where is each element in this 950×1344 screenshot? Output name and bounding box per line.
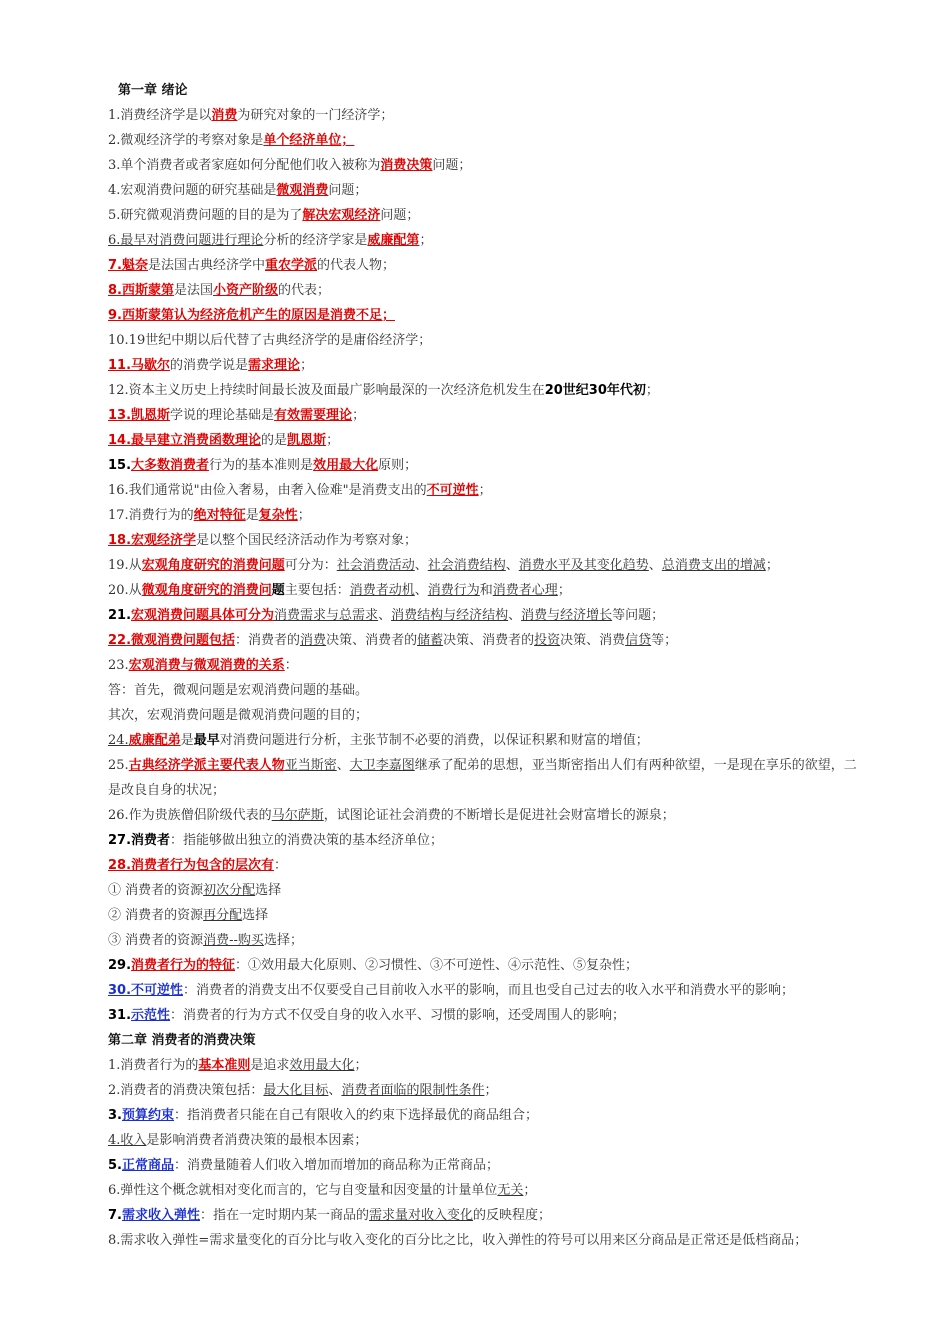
text-segment: 最早 bbox=[193, 733, 220, 748]
underlined-text: 需求量对收入变化 bbox=[369, 1208, 474, 1223]
text-segment: 8.需求收入弹性=需求量变化的百分比与收入变化的百分比之比，收入弹性的符号可以用来区分商品是正常还是低档商品； bbox=[108, 1233, 808, 1248]
text-segment: 、 bbox=[648, 558, 662, 573]
highlighted-term: 复杂性 bbox=[258, 508, 298, 523]
text-segment: 选择 bbox=[255, 883, 282, 898]
text-segment: ① 消费者的资源 bbox=[108, 883, 204, 898]
text-line bbox=[108, 1153, 858, 1178]
highlighted-term: 单个经济单位； bbox=[263, 133, 355, 148]
text-segment: ； bbox=[419, 233, 433, 248]
text-segment: ； bbox=[354, 1058, 368, 1073]
text-segment: ； bbox=[765, 558, 779, 573]
highlighted-term: 解决宏观经济 bbox=[302, 208, 381, 223]
text-line bbox=[108, 803, 858, 828]
text-segment: ； bbox=[326, 433, 340, 448]
text-segment: ：消费者的 bbox=[235, 633, 301, 648]
text-segment: 31. bbox=[108, 1008, 132, 1023]
text-line bbox=[108, 1228, 858, 1253]
text-line bbox=[108, 928, 858, 953]
text-segment: 决策、消费 bbox=[560, 633, 626, 648]
text-segment: 3. bbox=[108, 1108, 122, 1123]
text-line bbox=[108, 578, 858, 603]
text-segment: 4.宏观消费问题的研究基础是 bbox=[108, 183, 277, 198]
underlined-text: 投资 bbox=[534, 633, 561, 648]
text-line bbox=[108, 1053, 858, 1078]
text-line bbox=[108, 1003, 858, 1028]
text-segment: 7. bbox=[108, 1208, 122, 1223]
underlined-text: 24. bbox=[108, 733, 129, 748]
highlighted-term: 正常商品 bbox=[121, 1158, 174, 1173]
text-segment: 选择； bbox=[263, 933, 303, 948]
text-segment: ：指消费者只能在自己有限收入的约束下选择最优的商品组合； bbox=[174, 1108, 539, 1123]
text-line bbox=[108, 428, 858, 453]
highlighted-term: 威廉配弟 bbox=[128, 733, 181, 748]
text-segment: 27.消费者 bbox=[108, 833, 171, 848]
underlined-text: 消费者面临的限制性条件 bbox=[341, 1083, 485, 1098]
text-line bbox=[108, 678, 858, 703]
text-segment: ，试图论证社会消费的不断增长是促进社会财富增长的源泉； bbox=[323, 808, 675, 823]
text-segment: 选择 bbox=[242, 908, 269, 923]
underlined-text: 消费结构与经济结构 bbox=[391, 608, 509, 623]
text-segment: ② 消费者的资源 bbox=[108, 908, 204, 923]
text-segment: 5.研究微观消费问题的目的是为了 bbox=[108, 208, 303, 223]
highlighted-term: 绝对特征 bbox=[193, 508, 246, 523]
text-segment: 第二章 消费者的消费决策 bbox=[108, 1033, 256, 1048]
text-segment: 1.消费经济学是以 bbox=[108, 108, 212, 123]
underlined-text: 效用最大化 bbox=[289, 1058, 355, 1073]
text-segment: ； bbox=[557, 583, 571, 598]
text-segment: ③ 消费者的资源 bbox=[108, 933, 204, 948]
text-segment: 、 bbox=[508, 608, 522, 623]
text-line bbox=[108, 953, 858, 978]
text-line bbox=[108, 728, 858, 753]
text-segment: 是法国古典经济学中 bbox=[147, 258, 265, 273]
underlined-text: 4.收入 bbox=[108, 1133, 147, 1148]
text-segment: ：指在一定时期内某一商品的 bbox=[200, 1208, 370, 1223]
text-segment: 2.微观经济学的考察对象是 bbox=[108, 133, 264, 148]
text-segment: ： bbox=[284, 658, 298, 673]
text-line bbox=[108, 828, 858, 853]
text-segment: 学说的理论基础是 bbox=[170, 408, 275, 423]
chapter-heading bbox=[108, 1028, 858, 1053]
underlined-text: 信贷 bbox=[625, 633, 652, 648]
text-segment: 的消费学说是 bbox=[170, 358, 249, 373]
text-segment: 等问题； bbox=[612, 608, 665, 623]
underlined-text: 消费者动机 bbox=[349, 583, 415, 598]
highlighted-term: 需求收入弹性 bbox=[121, 1208, 200, 1223]
underlined-text: 消费--购买 bbox=[203, 933, 264, 948]
text-segment: 其次，宏观消费问题是微观消费问题的目的； bbox=[108, 708, 369, 723]
text-line bbox=[108, 253, 858, 278]
underlined-text: 消费需求与总需求 bbox=[274, 608, 379, 623]
text-line bbox=[108, 453, 858, 478]
underlined-text: 社会消费结构 bbox=[427, 558, 506, 573]
text-segment: 是以整个国民经济活动作为考察对象； bbox=[196, 533, 418, 548]
text-line bbox=[108, 403, 858, 428]
text-segment: 原则； bbox=[378, 458, 418, 473]
text-line bbox=[108, 178, 858, 203]
text-segment: 的是 bbox=[261, 433, 288, 448]
underlined-text: 总消费支出的增减 bbox=[661, 558, 766, 573]
text-segment: ： bbox=[274, 858, 288, 873]
text-line bbox=[108, 853, 858, 878]
highlighted-term: 14.最早建立消费函数理论 bbox=[108, 433, 262, 448]
highlighted-term: 微观消费 bbox=[276, 183, 329, 198]
text-line bbox=[108, 203, 858, 228]
text-segment: ：①效用最大化原则、②习惯性、③不可逆性、④示范性、⑤复杂性； bbox=[235, 958, 639, 973]
text-line bbox=[108, 228, 858, 253]
text-segment: 决策、消费者的 bbox=[326, 633, 418, 648]
text-segment: 问题； bbox=[380, 208, 420, 223]
text-line bbox=[108, 128, 858, 153]
underlined-text: 社会消费活动 bbox=[336, 558, 415, 573]
underlined-text: 无关 bbox=[497, 1183, 524, 1198]
highlighted-term: 7.魁奈 bbox=[108, 258, 148, 273]
text-line bbox=[108, 478, 858, 503]
text-segment: 25. bbox=[108, 758, 129, 773]
highlighted-term: 宏观角度研究的消费问题 bbox=[141, 558, 285, 573]
underlined-text: 消费行为 bbox=[427, 583, 480, 598]
text-segment: 可分为： bbox=[284, 558, 337, 573]
text-segment: 、 bbox=[505, 558, 519, 573]
text-line bbox=[108, 653, 858, 678]
text-line bbox=[108, 1178, 858, 1203]
text-segment: 的代表人物； bbox=[317, 258, 396, 273]
text-segment: 和 bbox=[479, 583, 493, 598]
chapter-heading bbox=[108, 78, 858, 103]
highlighted-term: 威廉配第 bbox=[367, 233, 420, 248]
text-segment: 16.我们通常说"由俭入奢易，由奢入俭难"是消费支出的 bbox=[108, 483, 427, 498]
text-segment: ； bbox=[484, 1083, 498, 1098]
highlighted-term: 凯恩斯 bbox=[287, 433, 327, 448]
text-segment: ； bbox=[645, 383, 659, 398]
text-segment: ：消费量随着人们收入增加而增加的商品称为正常商品； bbox=[174, 1158, 500, 1173]
text-segment: 问题； bbox=[432, 158, 472, 173]
text-segment: 题 bbox=[271, 583, 285, 598]
underlined-text: 再分配 bbox=[203, 908, 243, 923]
text-line bbox=[108, 378, 858, 403]
text-line bbox=[108, 628, 858, 653]
document-body bbox=[108, 78, 858, 1253]
text-segment: 分析的经济学家是 bbox=[263, 233, 368, 248]
highlighted-term: 示范性 bbox=[131, 1008, 171, 1023]
underlined-text: 消费者心理 bbox=[492, 583, 558, 598]
text-segment: 20.从 bbox=[108, 583, 142, 598]
text-segment: 26.作为贵族僧侣阶级代表的 bbox=[108, 808, 272, 823]
highlighted-term: 11.马歇尔 bbox=[108, 358, 171, 373]
highlighted-term: 大多数消费者 bbox=[131, 458, 210, 473]
text-segment: 、 bbox=[336, 758, 350, 773]
text-line bbox=[108, 1078, 858, 1103]
text-line bbox=[108, 1128, 858, 1153]
highlighted-term: 预算约束 bbox=[121, 1108, 174, 1123]
underlined-text: 初次分配 bbox=[203, 883, 256, 898]
text-line bbox=[108, 1203, 858, 1228]
text-segment: 21. bbox=[108, 608, 132, 623]
text-line bbox=[108, 503, 858, 528]
text-segment: ； bbox=[300, 358, 314, 373]
text-segment: 5. bbox=[108, 1158, 122, 1173]
text-segment: ； bbox=[478, 483, 492, 498]
highlighted-term: 小资产阶级 bbox=[213, 283, 279, 298]
highlighted-term: 消费者行为的特征 bbox=[131, 958, 236, 973]
underlined-text: 消费 bbox=[300, 633, 327, 648]
highlighted-term: 不可逆性 bbox=[426, 483, 479, 498]
text-segment: 、 bbox=[414, 558, 428, 573]
highlighted-term: 28.消费者行为包含的层次有 bbox=[108, 858, 275, 873]
text-segment: 是影响消费者消费决策的最根本因素； bbox=[146, 1133, 368, 1148]
highlighted-term: 30.不可逆性 bbox=[108, 983, 184, 998]
text-line bbox=[108, 978, 858, 1003]
highlighted-term: 22.微观消费问题包括 bbox=[108, 633, 236, 648]
underlined-text: 最大化目标 bbox=[263, 1083, 329, 1098]
text-segment: ：指能够做出独立的消费决策的基本经济单位； bbox=[170, 833, 444, 848]
text-segment: 主要包括： bbox=[284, 583, 350, 598]
text-segment: ； bbox=[297, 508, 311, 523]
text-line bbox=[108, 603, 858, 628]
underlined-text: 消费与经济增长 bbox=[521, 608, 613, 623]
highlighted-term: 宏观消费与微观消费的关系 bbox=[128, 658, 285, 673]
text-segment: 15. bbox=[108, 458, 132, 473]
text-segment: 19.从 bbox=[108, 558, 142, 573]
text-segment: 的反映程度； bbox=[473, 1208, 552, 1223]
text-segment: 等； bbox=[651, 633, 678, 648]
underlined-text: 储蓄 bbox=[417, 633, 444, 648]
text-segment: 17.消费行为的 bbox=[108, 508, 194, 523]
text-segment: 答：首先，微观问题是宏观消费问题的基础。 bbox=[108, 683, 369, 698]
highlighted-term: 宏观消费问题具体可分为 bbox=[131, 608, 275, 623]
underlined-text: 马尔萨斯 bbox=[271, 808, 324, 823]
highlighted-term: 重农学派 bbox=[265, 258, 318, 273]
text-segment: 的代表； bbox=[278, 283, 331, 298]
text-line bbox=[108, 1103, 858, 1128]
text-line bbox=[108, 353, 858, 378]
text-segment: 是追求 bbox=[250, 1058, 290, 1073]
text-segment: ：消费者的消费支出不仅要受自己目前收入水平的影响，而且也受自己过去的收入水平和消费水平的影响； bbox=[183, 983, 795, 998]
highlighted-term: 有效需要理论 bbox=[274, 408, 353, 423]
text-segment: 10.19世纪中期以后代替了古典经济学的是庸俗经济学； bbox=[108, 333, 432, 348]
text-line bbox=[108, 753, 858, 803]
text-segment: 第一章 绪论 bbox=[118, 83, 188, 98]
text-segment: 继承了配弟的思想，亚当斯密指出人们有两种欲望，一是现在享乐的欲望，二是改良自身的状况； bbox=[108, 758, 857, 798]
text-segment: 6.弹性这个概念就相对变化而言的，它与自变量和因变量的计量单位 bbox=[108, 1183, 498, 1198]
text-segment: 为研究对象的一门经济学； bbox=[237, 108, 394, 123]
text-segment: 是 bbox=[180, 733, 194, 748]
highlighted-term: 微观角度研究的消费问 bbox=[141, 583, 272, 598]
highlighted-term: 9.西斯蒙第认为经济危机产生的原因是消费不足； bbox=[108, 308, 395, 323]
text-segment: 、 bbox=[378, 608, 392, 623]
highlighted-term: 需求理论 bbox=[248, 358, 301, 373]
text-segment: 1.消费者行为的 bbox=[108, 1058, 199, 1073]
text-segment: ； bbox=[523, 1183, 537, 1198]
text-segment: 行为的基本准则是 bbox=[209, 458, 314, 473]
text-line bbox=[108, 303, 858, 328]
highlighted-term: 18.宏观经济学 bbox=[108, 533, 197, 548]
text-line bbox=[108, 903, 858, 928]
highlighted-term: 古典经济学派主要代表人物 bbox=[128, 758, 285, 773]
highlighted-term: 效用最大化 bbox=[313, 458, 379, 473]
text-segment: 29. bbox=[108, 958, 132, 973]
highlighted-term: 消费 bbox=[211, 108, 238, 123]
text-line bbox=[108, 703, 858, 728]
underlined-text: 消费水平及其变化趋势 bbox=[518, 558, 649, 573]
text-segment: 20世纪30年代初 bbox=[544, 383, 646, 398]
text-segment: 23. bbox=[108, 658, 129, 673]
text-line bbox=[108, 328, 858, 353]
text-segment: 、 bbox=[328, 1083, 342, 1098]
text-line bbox=[108, 103, 858, 128]
text-segment: ：消费者的行为方式不仅受自身的收入水平、习惯的影响，还受周围人的影响； bbox=[170, 1008, 626, 1023]
text-segment: 对消费问题进行分析，主张节制不必要的消费，以保证积累和财富的增值； bbox=[219, 733, 649, 748]
text-segment: 问题； bbox=[328, 183, 368, 198]
underlined-text: 亚当斯密 bbox=[284, 758, 337, 773]
text-segment: 是 bbox=[245, 508, 259, 523]
highlighted-term: 13.凯恩斯 bbox=[108, 408, 171, 423]
text-segment: 是法国 bbox=[173, 283, 213, 298]
underlined-text: 大卫李嘉图 bbox=[349, 758, 415, 773]
text-line bbox=[108, 278, 858, 303]
underlined-text: 6.最早对消费问题进行理论 bbox=[108, 233, 264, 248]
text-segment: ； bbox=[352, 408, 366, 423]
text-segment: 3.单个消费者或者家庭如何分配他们收入被称为 bbox=[108, 158, 381, 173]
text-line bbox=[108, 153, 858, 178]
highlighted-term: 基本准则 bbox=[198, 1058, 251, 1073]
text-segment: 决策、消费者的 bbox=[443, 633, 535, 648]
highlighted-term: 消费决策 bbox=[380, 158, 433, 173]
text-segment: 、 bbox=[414, 583, 428, 598]
text-line bbox=[108, 553, 858, 578]
text-line bbox=[108, 878, 858, 903]
highlighted-term: 8.西斯蒙第 bbox=[108, 283, 174, 298]
text-segment: 2.消费者的消费决策包括： bbox=[108, 1083, 264, 1098]
text-line bbox=[108, 528, 858, 553]
text-segment: 12.资本主义历史上持续时间最长波及面最广影响最深的一次经济危机发生在 bbox=[108, 383, 545, 398]
